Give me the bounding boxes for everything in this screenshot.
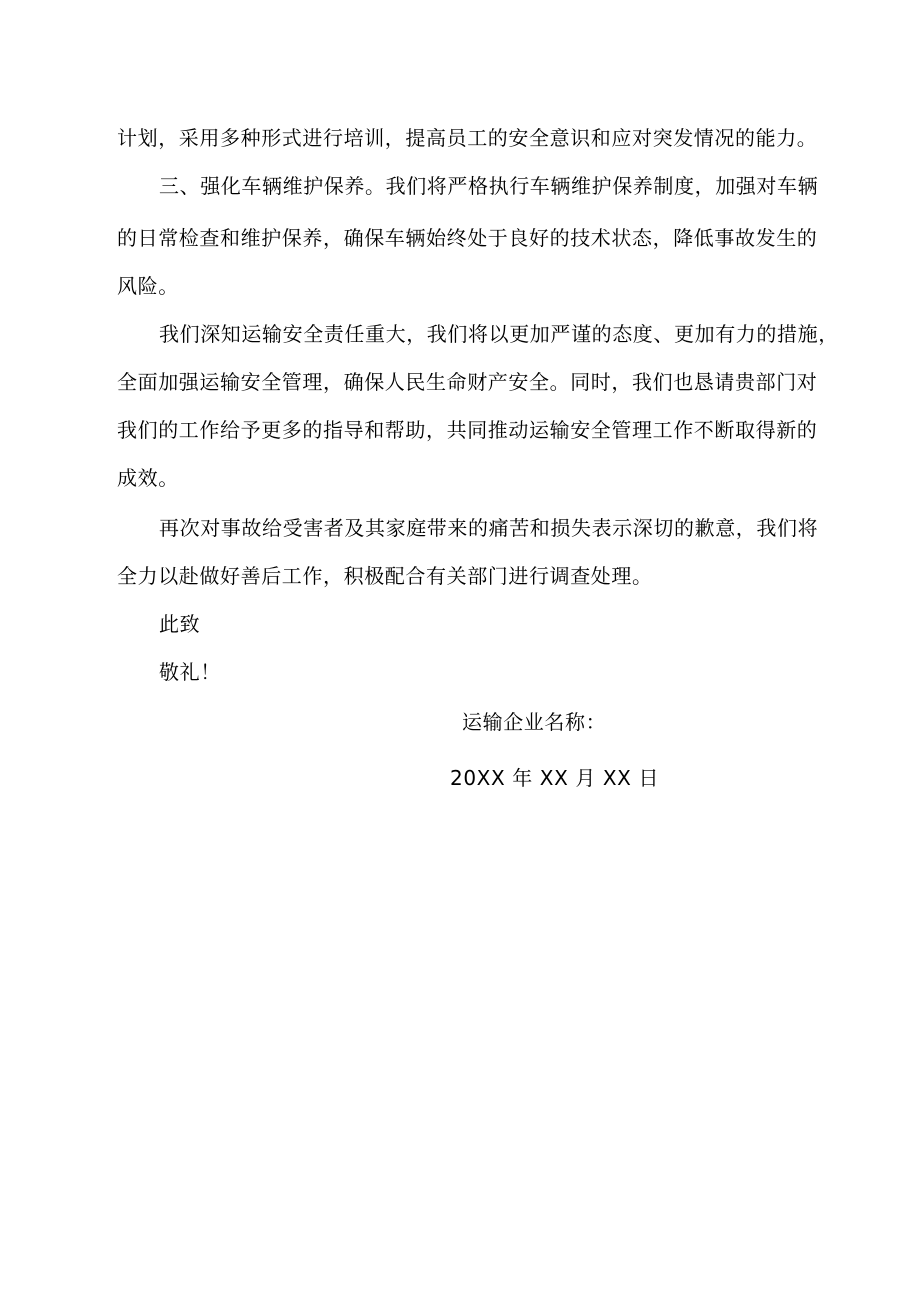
closing-regards: 敬礼！ [159, 660, 221, 684]
paragraph-3-line-4: 成效。 [117, 466, 179, 490]
paragraph-2-line-3: 风险。 [117, 274, 179, 298]
paragraph-1-line-1: 计划，采用多种形式进行培训，提高员工的安全意识和应对突发情况的能力。 [117, 126, 818, 150]
paragraph-3-line-1: 我们深知运输安全责任重大，我们将以更加严谨的态度、更加有力的措施， [159, 322, 839, 346]
paragraph-3-line-2: 全面加强运输安全管理，确保人民生命财产安全。同时，我们也恳请贵部门对 [117, 370, 818, 394]
paragraph-2-line-1: 三、强化车辆维护保养。我们将严格执行车辆维护保养制度，加强对车辆 [159, 174, 819, 198]
paragraph-3-line-3: 我们的工作给予更多的指导和帮助，共同推动运输安全管理工作不断取得新的 [117, 418, 818, 442]
signature-date: 20XX 年 XX 月 XX 日 [450, 766, 660, 790]
closing-salutation: 此致 [159, 612, 201, 636]
paragraph-4-line-2: 全力以赴做好善后工作，积极配合有关部门进行调查处理。 [117, 564, 653, 588]
paragraph-2-line-2: 的日常检查和维护保养，确保车辆始终处于良好的技术状态，降低事故发生的 [117, 226, 818, 250]
signature-company-label: 运输企业名称： [462, 710, 607, 734]
paragraph-4-line-1: 再次对事故给受害者及其家庭带来的痛苦和损失表示深切的歉意，我们将 [159, 516, 819, 540]
